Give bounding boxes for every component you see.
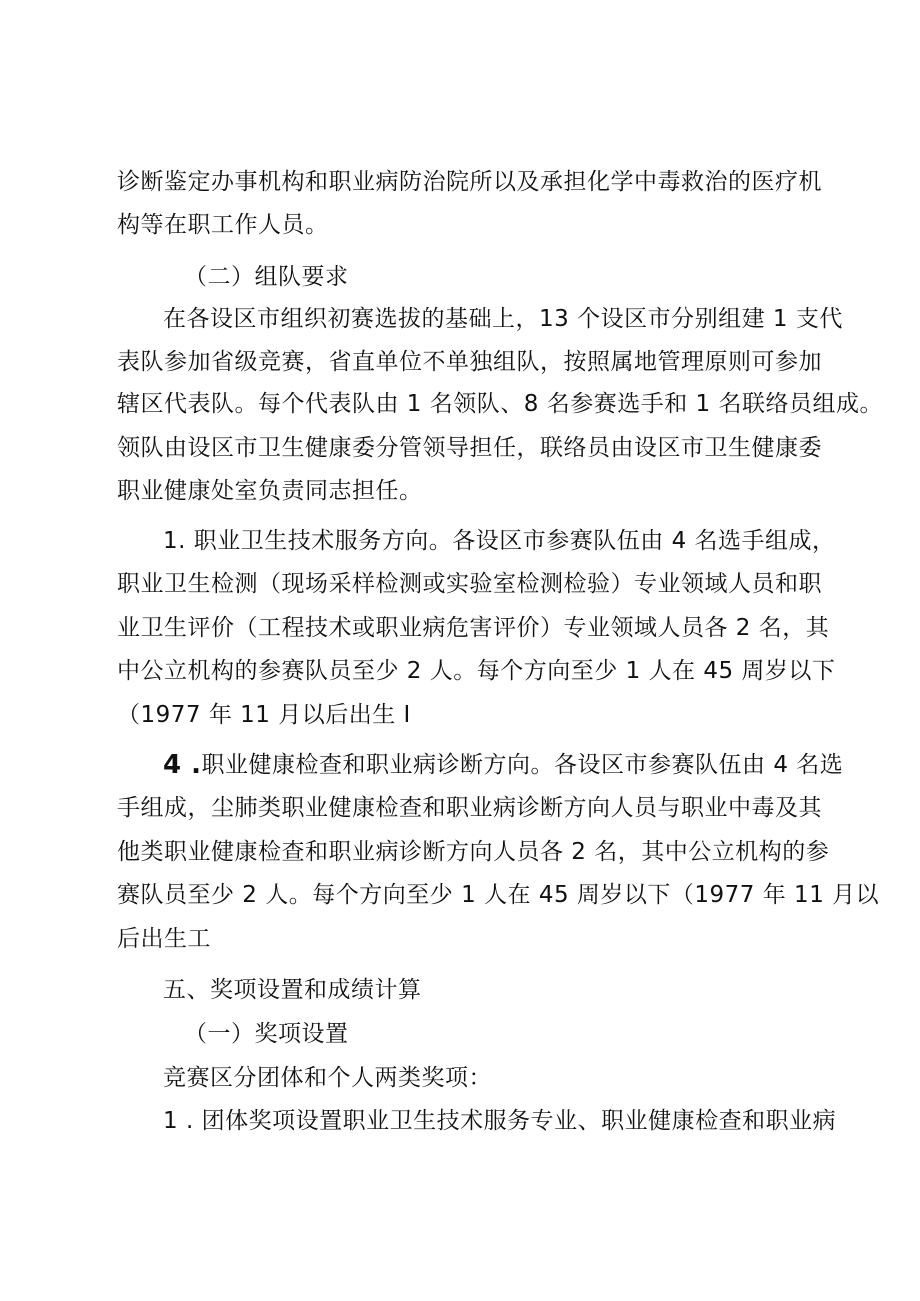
paragraph-line: 构等在职工作人员。 [117, 212, 329, 238]
paragraph-line: 赛队员至少 2 人。每个方向至少 1 人在 45 周岁以下（1977 年 11 月以 [117, 882, 880, 908]
subsection-heading: （一）奖项设置 [184, 1021, 349, 1047]
item-text: 职业健康检查和职业病诊断方向。各设区市参赛队伍由 4 名选 [201, 752, 844, 778]
numbered-item-4 [163, 750, 844, 780]
paragraph-line: 1. 职业卫生技术服务方向。各设区市参赛队伍由 4 名选手组成， [163, 528, 836, 554]
paragraph-line: 表队参加省级竞赛，省直单位不单独组队，按照属地管理原则可参加 [117, 349, 822, 375]
paragraph-line: 竞赛区分团体和个人两类奖项： [163, 1065, 492, 1091]
paragraph-line: 手组成，尘肺类职业健康检查和职业病诊断方向人员与职业中毒及其 [117, 795, 822, 821]
paragraph-line: （1977 年 11 月以后出生 I [117, 702, 411, 728]
paragraph-line: 辖区代表队。每个代表队由 1 名领队、8 名参赛选手和 1 名联络员组成。 [117, 391, 883, 417]
paragraph-line: 诊断鉴定办事机构和职业病防治院所以及承担化学中毒救治的医疗机 [117, 169, 822, 195]
paragraph-line: 职业健康处室负责同志担任。 [117, 478, 423, 504]
paragraph-line: 1 . 团体奖项设置职业卫生技术服务专业、职业健康检查和职业病 [163, 1108, 837, 1134]
paragraph-line: 职业卫生检测（现场采样检测或实验室检测检验）专业领域人员和职 [117, 571, 822, 597]
paragraph-line: 领队由设区市卫生健康委分管领导担任，联络员由设区市卫生健康委 [117, 435, 822, 461]
paragraph-line: 中公立机构的参赛队员至少 2 人。每个方向至少 1 人在 45 周岁以下 [117, 658, 836, 684]
item-number: 4 . [163, 750, 202, 780]
section-heading: （二）组队要求 [184, 264, 349, 290]
paragraph-line: 后出生工 [117, 926, 211, 952]
paragraph-line: 他类职业健康检查和职业病诊断方向人员各 2 名，其中公立机构的参 [117, 839, 830, 865]
paragraph-line: 业卫生评价（工程技术或职业病危害评价）专业领域人员各 2 名，其 [117, 615, 830, 641]
paragraph-line: 在各设区市组织初赛选拔的基础上，13 个设区市分别组建 1 支代 [163, 306, 843, 332]
section-heading: 五、奖项设置和成绩计算 [163, 977, 422, 1003]
